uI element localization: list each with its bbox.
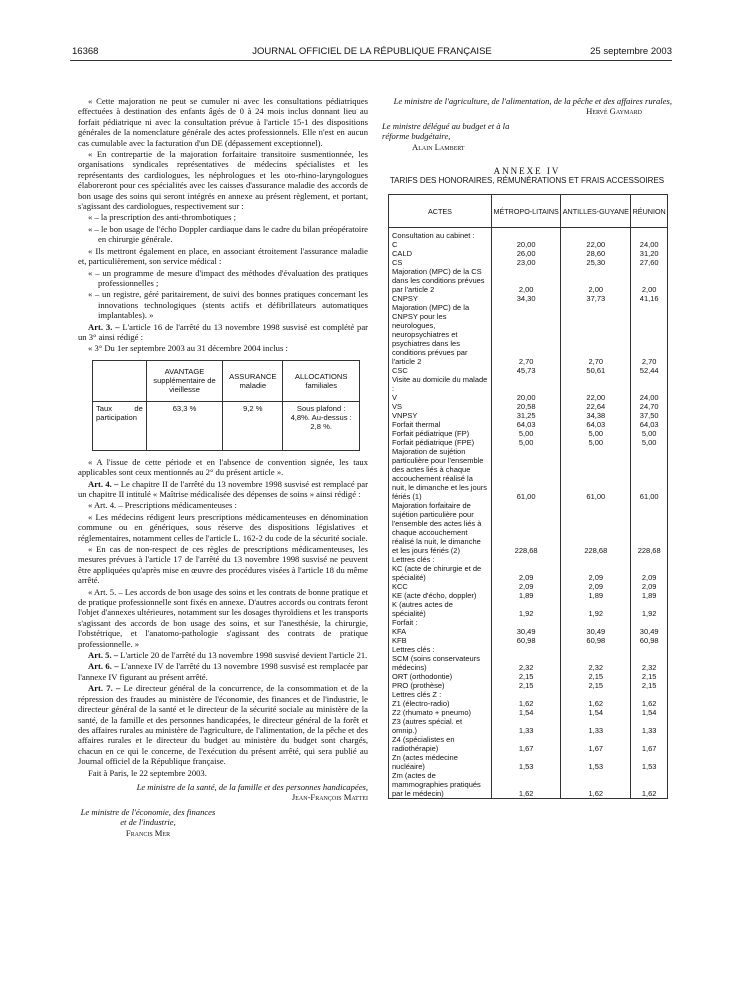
table-cell: 30,49 bbox=[631, 627, 668, 636]
table-cell: 1,62 bbox=[561, 771, 631, 799]
table-cell: 23,00 bbox=[492, 258, 561, 267]
table-cell: 1,89 bbox=[631, 591, 668, 600]
table-cell: Consultation au cabinet : bbox=[389, 228, 492, 241]
table-row bbox=[389, 627, 668, 636]
table-cell: 2,70 bbox=[492, 303, 561, 366]
table-cell: 2,15 bbox=[492, 672, 561, 681]
table-header: MÉTROPO-LITAINS bbox=[492, 195, 561, 228]
table-row bbox=[389, 411, 668, 420]
table-cell: 1,62 bbox=[492, 699, 561, 708]
table-cell: Zm (actes de mammographies pratiqués par le médecin) bbox=[389, 771, 492, 799]
table-cell: 1,53 bbox=[631, 753, 668, 771]
signature-title: Le ministre délégué au budget et à la réforme budgétaire, bbox=[382, 120, 510, 142]
table-cell bbox=[492, 228, 561, 241]
table-cell: 2,00 bbox=[561, 267, 631, 294]
table-cell: 61,00 bbox=[561, 447, 631, 501]
tariffs-table bbox=[388, 194, 668, 799]
table-cell: 5,00 bbox=[492, 429, 561, 438]
table-header bbox=[93, 360, 147, 401]
left-column bbox=[78, 96, 368, 838]
table-cell: 1,53 bbox=[492, 753, 561, 771]
table-cell bbox=[492, 375, 561, 393]
table-cell: Forfait pédiatrique (FP) bbox=[389, 429, 492, 438]
table-row bbox=[389, 258, 668, 267]
table-cell: 61,00 bbox=[631, 447, 668, 501]
signature-title: Le ministre de la santé, de la famille et des personnes handicapées, bbox=[136, 781, 368, 792]
table-row bbox=[389, 564, 668, 582]
table-row bbox=[389, 771, 668, 799]
table-cell: Z2 (rhumato + pneumo) bbox=[389, 708, 492, 717]
table-row bbox=[389, 699, 668, 708]
table-cell: 50,61 bbox=[561, 366, 631, 375]
table-row bbox=[389, 690, 668, 699]
table-row bbox=[389, 582, 668, 591]
table-row bbox=[389, 267, 668, 294]
table-row bbox=[389, 555, 668, 564]
table-cell: 228,68 bbox=[631, 501, 668, 555]
table-cell bbox=[631, 555, 668, 564]
paragraph: « En cas de non-respect de ces règles de prescriptions médicamenteuses, les mesures prévues à l'article 17 de l'arrêté du 13 novembre 1998 susvisé ne peuvent être appliquées qu'après mise en œuvre des procédures visées à l'article 18 du même arrêté. bbox=[78, 544, 368, 586]
table-cell: 2,09 bbox=[631, 582, 668, 591]
table-cell: 1,62 bbox=[631, 699, 668, 708]
table-row bbox=[389, 420, 668, 429]
table-cell: 9,2 % bbox=[223, 401, 283, 450]
table-cell: KFB bbox=[389, 636, 492, 645]
table-cell: CALD bbox=[389, 249, 492, 258]
table-cell: 64,03 bbox=[492, 420, 561, 429]
table-cell bbox=[561, 228, 631, 241]
table-cell: Majoration (MPC) de la CNPSY pour les neurologues, neuropsychiatres et psychiatres dans les conditions prévues par l'article 2 bbox=[389, 303, 492, 366]
table-header: AVANTAGE supplémentaire de vieillesse bbox=[146, 360, 222, 401]
article-5: Art. 5. – L'article 20 de l'arrêté du 13 novembre 1998 susvisé devient l'article 21. bbox=[88, 650, 368, 661]
table-cell: 2,32 bbox=[492, 654, 561, 672]
table-cell: 2,15 bbox=[631, 672, 668, 681]
table-cell: 1,67 bbox=[631, 735, 668, 753]
table-header: ANTILLES-GUYANE bbox=[561, 195, 631, 228]
table-row bbox=[389, 366, 668, 375]
table-cell: KFA bbox=[389, 627, 492, 636]
page-number: 16368 bbox=[72, 46, 99, 57]
table-row bbox=[389, 645, 668, 654]
participation-table bbox=[92, 360, 360, 451]
table-row bbox=[389, 393, 668, 402]
table-cell: 24,70 bbox=[631, 402, 668, 411]
journal-title: JOURNAL OFFICIEL DE LA RÉPUBLIQUE FRANÇAISE bbox=[252, 46, 492, 57]
table-cell: 2,00 bbox=[492, 267, 561, 294]
table-cell: Majoration forfaitaire de sujétion particulière pour l'ensemble des actes liés à chaque accouchement réalisé la nuit, le dimanche et les jours fériés (2) bbox=[389, 501, 492, 555]
table-cell: 2,09 bbox=[561, 564, 631, 582]
paragraph: « Art. 5. – Les accords de bon usage des soins et les contrats de bonne pratique et de pratique professionnelle sont fixés en annexe. D'autres accords ou contrats feront l'objet d'annexes ultérieures, notamment sur les dosages thyroïdiens et les transports s'agissant des accords de bon usage des soins, et sur l'anesthésie, la chirurgie, l'obstétrique, et l'anatomo-pathologie s'agissant des contrats de pratique professionnelle. » bbox=[78, 586, 368, 649]
table-cell: 52,44 bbox=[631, 366, 668, 375]
table-cell: C bbox=[389, 240, 492, 249]
annex-subtitle: TARIFS DES HONORAIRES, RÉMUNÉRATIONS ET FRAIS ACCESSOIRES bbox=[389, 176, 665, 186]
table-cell: 64,03 bbox=[631, 420, 668, 429]
table-cell: 5,00 bbox=[561, 438, 631, 447]
table-row bbox=[389, 708, 668, 717]
table-cell: Z4 (spécialistes en radiothérapie) bbox=[389, 735, 492, 753]
table-cell: 5,00 bbox=[492, 438, 561, 447]
table-cell: 22,64 bbox=[561, 402, 631, 411]
table-cell: 31,25 bbox=[492, 411, 561, 420]
table-cell: 1,92 bbox=[631, 600, 668, 618]
table-row bbox=[389, 375, 668, 393]
table-cell: 34,38 bbox=[561, 411, 631, 420]
table-cell bbox=[492, 618, 561, 627]
table-cell: 30,49 bbox=[492, 627, 561, 636]
list-item: « – un programme de mesure d'impact des méthodes d'évaluation des pratiques professionnelles ; bbox=[88, 267, 368, 288]
table-cell: SCM (soins conservateurs médecins) bbox=[389, 654, 492, 672]
table-cell: 1,33 bbox=[561, 717, 631, 735]
table-cell bbox=[561, 555, 631, 564]
table-cell bbox=[561, 645, 631, 654]
right-column bbox=[382, 96, 672, 799]
table-cell bbox=[631, 645, 668, 654]
table-cell: 2,09 bbox=[492, 582, 561, 591]
table-cell: 34,30 bbox=[492, 294, 561, 303]
table-cell: Majoration (MPC) de la CS dans les conditions prévues par l'article 2 bbox=[389, 267, 492, 294]
table-row bbox=[389, 447, 668, 501]
table-cell: Visite au domicile du malade : bbox=[389, 375, 492, 393]
table-cell: Z1 (électro-radio) bbox=[389, 699, 492, 708]
table-cell: 24,00 bbox=[631, 240, 668, 249]
table-cell: Sous plafond : 4,8%. Au-dessus : 2,8 %. bbox=[283, 401, 360, 450]
table-cell: 1,92 bbox=[492, 600, 561, 618]
table-row bbox=[389, 294, 668, 303]
table-cell: PRO (prothèse) bbox=[389, 681, 492, 690]
article-7: Art. 7. – Le directeur général de la concurrence, de la consommation et de la répression des fraudes au ministère de l'économie, des finances et de l'industrie, le directeur général de la santé et le directeur de la sécurité sociale au ministère de la santé, de la famille et des personnes handicapées, le directeur général de la forêt et des affaires rurales au ministère de l'agriculture, de l'alimentation, de la pêche et des affaires rurales et le directeur du budget au ministère du budget sont chargés, chacun en ce qui le concerne, de l'exécution du présent arrêté, qui sera publié au Journal officiel de la République française. bbox=[78, 683, 369, 767]
table-cell: 22,00 bbox=[561, 240, 631, 249]
table-cell: 41,16 bbox=[631, 294, 668, 303]
article-6: Art. 6. – L'annexe IV de l'arrêté du 13 novembre 1998 susvisé est remplacée par l'annexe IV figurant au présent arrêté. bbox=[78, 661, 368, 682]
table-cell: 2,32 bbox=[631, 654, 668, 672]
table-cell: 1,33 bbox=[492, 717, 561, 735]
list-item: « – un registre, géré paritairement, de suivi des bonnes pratiques concernant les innovations technologiques (stents actifs et défibrillateurs automatiques implantables). » bbox=[88, 289, 368, 321]
table-cell: CNPSY bbox=[389, 294, 492, 303]
table-row bbox=[389, 681, 668, 690]
table-row bbox=[389, 735, 668, 753]
table-row bbox=[389, 249, 668, 258]
table-cell: 228,68 bbox=[561, 501, 631, 555]
table-cell: 2,70 bbox=[561, 303, 631, 366]
table-cell: 1,54 bbox=[631, 708, 668, 717]
table-cell: CSC bbox=[389, 366, 492, 375]
table-row bbox=[389, 753, 668, 771]
article-4: Art. 4. – Le chapitre II de l'arrêté du 13 novembre 1998 susvisé est remplacé par un chapitre II intitulé « Maîtrise médicalisée des dépenses de soins » ainsi rédigé : bbox=[78, 478, 368, 499]
table-header: RÉUNION bbox=[631, 195, 668, 228]
table-cell: Lettres clés : bbox=[389, 645, 492, 654]
table-cell: 1,67 bbox=[561, 735, 631, 753]
table-cell: 1,92 bbox=[561, 600, 631, 618]
table-cell: Lettres clés : bbox=[389, 555, 492, 564]
table-row bbox=[389, 228, 668, 241]
table-header: ASSURANCE maladie bbox=[223, 360, 283, 401]
table-cell: Forfait : bbox=[389, 618, 492, 627]
table-row bbox=[389, 600, 668, 618]
table-cell: 20,58 bbox=[492, 402, 561, 411]
table-cell: VS bbox=[389, 402, 492, 411]
table-cell bbox=[561, 618, 631, 627]
table-header: ALLOCATIONS familiales bbox=[283, 360, 360, 401]
table-cell bbox=[631, 618, 668, 627]
table-cell: 1,89 bbox=[492, 591, 561, 600]
table-cell: 2,32 bbox=[561, 654, 631, 672]
article-3: Art. 3. – L'article 16 de l'arrêté du 13 novembre 1998 susvisé est complété par un 3° ainsi rédigé : bbox=[78, 321, 368, 342]
table-cell: 2,09 bbox=[492, 564, 561, 582]
table-cell: K (autres actes de spécialité) bbox=[389, 600, 492, 618]
table-cell bbox=[492, 690, 561, 699]
table-row bbox=[389, 402, 668, 411]
table-cell: 1,54 bbox=[561, 708, 631, 717]
table-row bbox=[389, 240, 668, 249]
table-cell: 5,00 bbox=[631, 429, 668, 438]
table-cell: 20,00 bbox=[492, 240, 561, 249]
paragraph: Fait à Paris, le 22 septembre 2003. bbox=[88, 767, 207, 778]
table-cell: 2,15 bbox=[561, 672, 631, 681]
table-cell: 26,00 bbox=[492, 249, 561, 258]
table-cell: KE (acte d'écho, doppler) bbox=[389, 591, 492, 600]
table-row bbox=[389, 636, 668, 645]
list-item: « – le bon usage de l'écho Doppler cardiaque dans le cadre du bilan préopératoire en chirurgie générale. bbox=[88, 223, 368, 245]
table-row bbox=[389, 717, 668, 735]
table-cell: 5,00 bbox=[631, 438, 668, 447]
table-cell: 2,15 bbox=[561, 681, 631, 690]
table-row bbox=[389, 501, 668, 555]
signature-name: Francis Mer bbox=[125, 827, 171, 838]
table-cell bbox=[492, 645, 561, 654]
table-cell bbox=[492, 555, 561, 564]
table-row bbox=[389, 672, 668, 681]
table-cell: 20,00 bbox=[492, 393, 561, 402]
table-row bbox=[389, 429, 668, 438]
table-row bbox=[389, 438, 668, 447]
table-cell: 1,89 bbox=[561, 591, 631, 600]
table-row bbox=[389, 591, 668, 600]
table-cell: 64,03 bbox=[561, 420, 631, 429]
table-cell: CS bbox=[389, 258, 492, 267]
table-cell: KC (acte de chirurgie et de spécialité) bbox=[389, 564, 492, 582]
table-cell: 30,49 bbox=[561, 627, 631, 636]
table-header: ACTES bbox=[389, 195, 492, 228]
table-cell: VNPSY bbox=[389, 411, 492, 420]
paragraph: « Art. 4. – Prescriptions médicamenteuses : bbox=[88, 500, 237, 511]
table-cell: ORT (orthodontie) bbox=[389, 672, 492, 681]
table-cell: 5,00 bbox=[561, 429, 631, 438]
table-cell: 60,98 bbox=[561, 636, 631, 645]
table-cell bbox=[631, 375, 668, 393]
signature-name: Hervé Gaymard bbox=[586, 106, 642, 117]
paragraph: « Ils mettront également en place, en associant étroitement l'assurance maladie et, particulièrement, son service médical : bbox=[78, 245, 368, 267]
table-cell bbox=[561, 690, 631, 699]
table-cell: 2,70 bbox=[631, 303, 668, 366]
table-cell: 37,50 bbox=[631, 411, 668, 420]
table-cell: 1,54 bbox=[492, 708, 561, 717]
table-cell: 1,67 bbox=[492, 735, 561, 753]
table-cell: 1,53 bbox=[561, 753, 631, 771]
table-cell: KCC bbox=[389, 582, 492, 591]
paragraph: « Les médecins rédigent leurs prescriptions médicamenteuses en dénomination commune ou en génériques, sous réserve des dispositions législatives et réglementaires, notamment celles de l'article L. 162-2 du code de la sécurité sociale. bbox=[78, 511, 368, 543]
table-cell: 45,73 bbox=[492, 366, 561, 375]
table-row bbox=[389, 654, 668, 672]
table-cell: Z3 (autres spécial. et omnip.) bbox=[389, 717, 492, 735]
signature-name: Alain Lambert bbox=[412, 141, 465, 152]
table-cell: Forfait pédiatrique (FPE) bbox=[389, 438, 492, 447]
signature-title: Le ministre de l'agriculture, de l'alimentation, de la pêche et des affaires rurales, bbox=[393, 96, 672, 106]
table-cell: 2,09 bbox=[631, 564, 668, 582]
table-row bbox=[389, 618, 668, 627]
table-cell: 24,00 bbox=[631, 393, 668, 402]
table-cell: Taux de participation bbox=[93, 401, 147, 450]
table-cell: 2,15 bbox=[492, 681, 561, 690]
table-cell: 28,60 bbox=[561, 249, 631, 258]
header-rule bbox=[70, 60, 672, 61]
table-cell bbox=[631, 228, 668, 241]
list-item: « – la prescription des anti-thrombotiques ; bbox=[88, 212, 236, 223]
table-cell: 25,30 bbox=[561, 258, 631, 267]
issue-date: 25 septembre 2003 bbox=[590, 46, 672, 57]
table-cell: 37,73 bbox=[561, 294, 631, 303]
table-cell: 31,20 bbox=[631, 249, 668, 258]
table-cell: 61,00 bbox=[492, 447, 561, 501]
table-cell: 60,98 bbox=[492, 636, 561, 645]
table-cell: 1,33 bbox=[631, 717, 668, 735]
table-cell: 2,00 bbox=[631, 267, 668, 294]
paragraph: « A l'issue de cette période et en l'absence de convention signée, les taux applicables sont ceux mentionnés au 2° du présent article ». bbox=[78, 456, 368, 478]
table-cell: V bbox=[389, 393, 492, 402]
table-cell: 1,62 bbox=[492, 771, 561, 799]
table-cell: 63,3 % bbox=[146, 401, 222, 450]
table-cell: 60,98 bbox=[631, 636, 668, 645]
signature-name: Jean-François Mattei bbox=[291, 792, 368, 803]
paragraph: « 3° Du 1er septembre 2003 au 31 décembre 2004 inclus : bbox=[88, 343, 288, 354]
table-cell: 228,68 bbox=[492, 501, 561, 555]
table-cell: 1,62 bbox=[631, 771, 668, 799]
table-cell: 2,15 bbox=[631, 681, 668, 690]
table-cell: Lettres clés Z : bbox=[389, 690, 492, 699]
table-cell: 2,09 bbox=[561, 582, 631, 591]
table-row bbox=[389, 303, 668, 366]
table-cell: Zn (actes médecine nucléaire) bbox=[389, 753, 492, 771]
table-cell: 27,60 bbox=[631, 258, 668, 267]
paragraph: « En contrepartie de la majoration forfaitaire transitoire susmentionnée, les organisations syndicales représentatives de médecins spécialistes et les représentants des cardiologues, les néphrologues et les oto-rhino-laryngologues élaboreront pour ces spécialités avec les caisses d'assurance maladie des accords de bon usage des soins qui seront intégrés en annexe au présent règlement, et portant, s'agissant des cardiologues, respectivement sur : bbox=[78, 149, 368, 212]
table-cell: Majoration de sujétion particulière pour l'ensemble des actes liés à chaque accouchement réalisé la nuit, le dimanche et les jours fériés (1) bbox=[389, 447, 492, 501]
table-cell: 1,62 bbox=[561, 699, 631, 708]
table-cell: Forfait thermal bbox=[389, 420, 492, 429]
table-cell bbox=[561, 375, 631, 393]
annex-title: ANNEXE IV bbox=[493, 166, 561, 177]
table-cell: 22,00 bbox=[561, 393, 631, 402]
signature-title: Le ministre de l'économie, des finances et de l'industrie, bbox=[80, 806, 216, 828]
paragraph: « Cette majoration ne peut se cumuler ni avec les consultations pédiatriques effectuées à destination des enfants âgés de 0 à 24 mois inclus donnant lieu au forfait pédiatrique ni avec la consultation prévue à l'article 15-1 des dispositions générales de la nomenclature générale des actes professionnels. Elle n'est en aucun cas cumulable avec la facturation d'un DE (dépassement exceptionnel). bbox=[78, 96, 368, 148]
table-cell bbox=[631, 690, 668, 699]
